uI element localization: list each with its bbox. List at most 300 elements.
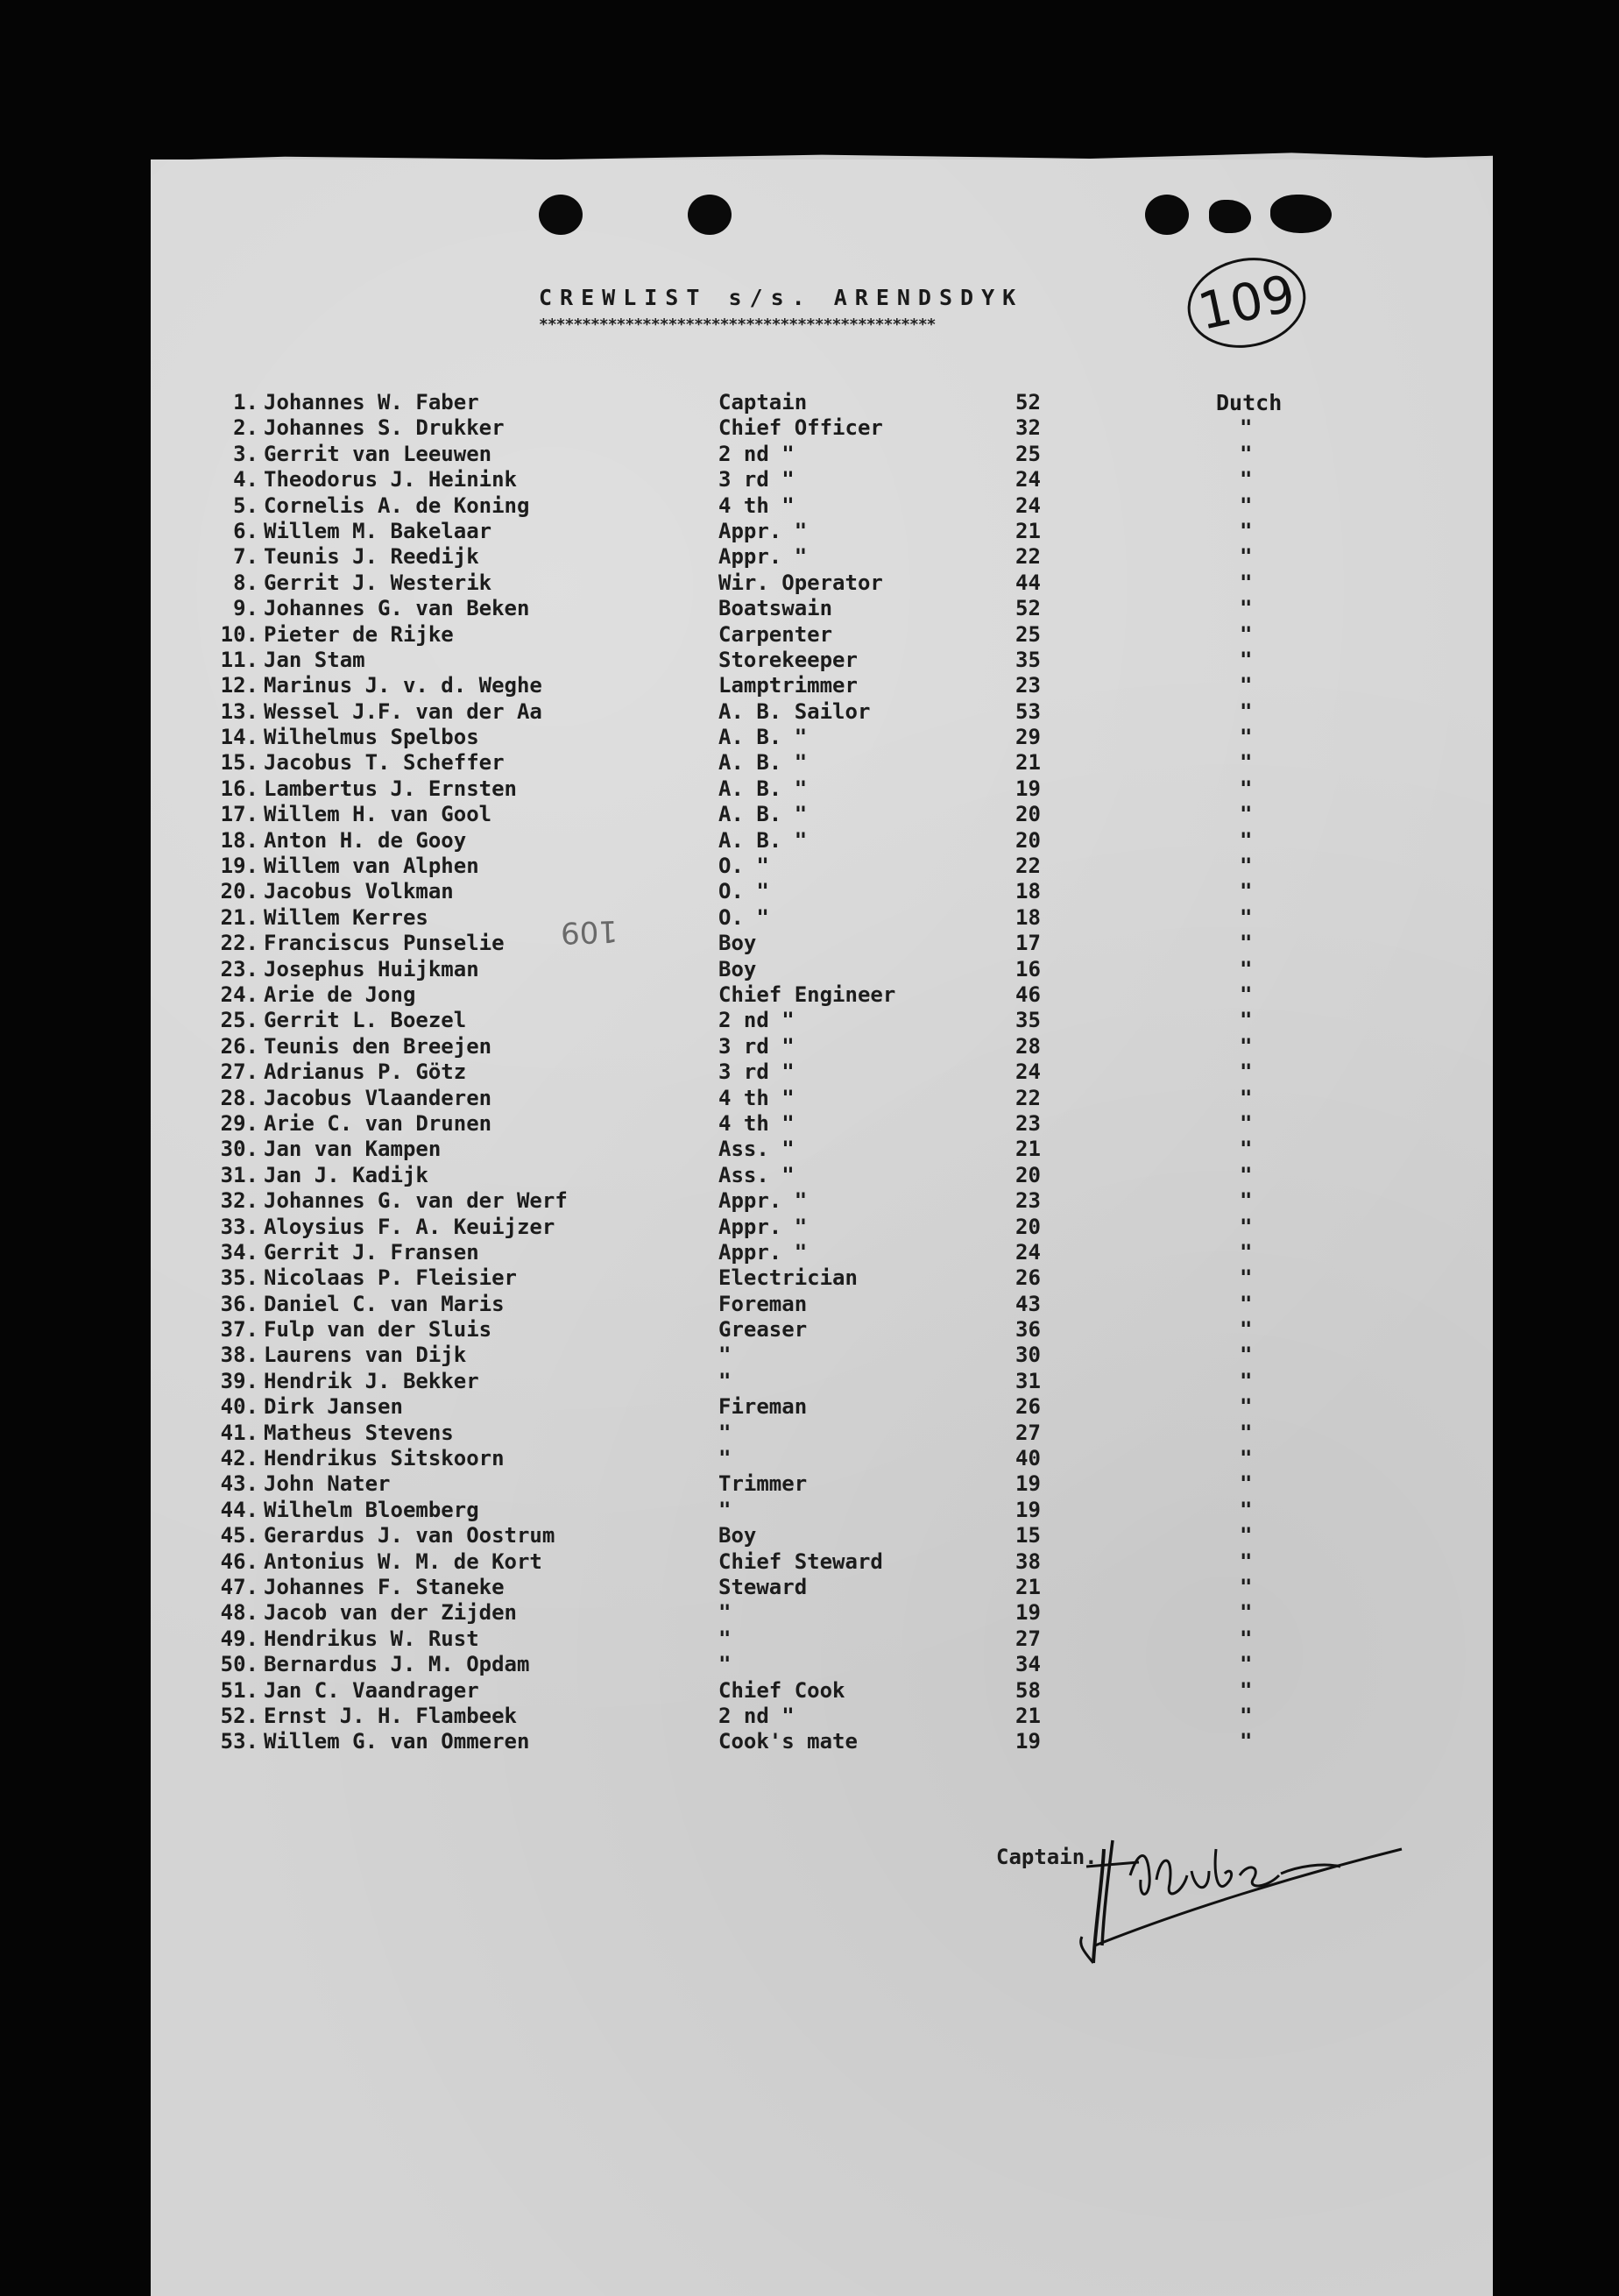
crew-row — [206, 1498, 1327, 1523]
crew-row — [206, 544, 1327, 570]
punch-hole — [688, 195, 732, 235]
crew-rank: Lamptrimmer — [718, 673, 858, 698]
crew-nationality: " — [1240, 1677, 1253, 1703]
crew-number: 33. — [220, 1214, 258, 1239]
crew-row — [206, 1678, 1327, 1704]
crew-age: 19 — [1015, 1729, 1041, 1754]
crew-rank: Electrician — [718, 1265, 858, 1291]
crew-row — [206, 1008, 1327, 1033]
crew-age: 38 — [1015, 1548, 1041, 1574]
crew-name: Jan J. Kadijk — [264, 1162, 428, 1187]
crew-age: 52 — [1015, 390, 1041, 415]
crew-number: 25. — [220, 1008, 258, 1033]
crew-age: 31 — [1015, 1368, 1041, 1393]
crew-name: Josephus Huijkman — [264, 956, 479, 981]
crew-nationality: " — [1240, 570, 1253, 595]
crew-age: 30 — [1015, 1343, 1041, 1368]
crew-rank: Trimmer — [718, 1471, 808, 1497]
crew-name: Nicolaas P. Fleisier — [264, 1265, 517, 1291]
crew-number: 10. — [220, 621, 258, 647]
crew-age: 18 — [1015, 904, 1041, 930]
crew-row — [206, 854, 1327, 879]
crew-nationality: " — [1240, 750, 1253, 776]
crew-number: 51. — [220, 1677, 258, 1703]
crew-rank: Boatswain — [718, 596, 833, 621]
crew-name: Lambertus J. Ernsten — [264, 776, 517, 801]
crew-name: Jan Stam — [264, 647, 365, 672]
crew-row — [206, 1421, 1327, 1446]
crew-rank: Steward — [718, 1574, 808, 1599]
crew-row — [206, 725, 1327, 750]
crew-age: 15 — [1015, 1523, 1041, 1548]
crew-rank: 2 nd " — [718, 1008, 795, 1033]
crew-rank: 2 nd " — [718, 441, 795, 466]
crew-name: Teunis J. Reedijk — [264, 544, 479, 570]
crew-nationality: " — [1240, 1574, 1253, 1599]
crew-nationality: " — [1240, 647, 1253, 672]
crew-name: Jacobus Volkman — [264, 879, 454, 904]
crew-age: 22 — [1015, 544, 1041, 570]
crew-nationality: " — [1240, 931, 1253, 956]
crew-age: 24 — [1015, 493, 1041, 518]
crew-nationality: " — [1240, 441, 1253, 466]
crew-nationality: " — [1240, 1420, 1253, 1445]
crew-row — [206, 519, 1327, 544]
crew-row — [206, 1111, 1327, 1137]
crew-nationality: " — [1240, 1110, 1253, 1136]
crew-rank: " — [718, 1497, 732, 1522]
crew-rank: Appr. " — [718, 1239, 808, 1265]
crew-rank: O. " — [718, 879, 769, 904]
crew-number: 26. — [220, 1033, 258, 1059]
crew-rank: Captain — [718, 390, 808, 415]
crew-row — [206, 1215, 1327, 1240]
crew-name: Johannes G. van der Werf — [264, 1188, 568, 1214]
crew-rank: Carpenter — [718, 621, 833, 647]
crew-number: 18. — [220, 827, 258, 853]
crew-nationality: " — [1240, 1368, 1253, 1393]
crew-number: 53. — [220, 1729, 258, 1754]
crew-rank: A. B. " — [718, 750, 808, 776]
crew-age: 24 — [1015, 1239, 1041, 1265]
crew-age: 26 — [1015, 1265, 1041, 1291]
crew-row — [206, 1343, 1327, 1368]
crew-name: Wessel J.F. van der Aa — [264, 698, 542, 724]
crew-nationality: " — [1240, 467, 1253, 493]
crew-nationality: " — [1240, 621, 1253, 647]
crew-nationality: " — [1240, 1446, 1253, 1471]
punch-hole — [1145, 195, 1189, 235]
crew-row — [206, 1549, 1327, 1575]
crew-list — [206, 390, 1327, 1755]
crew-number: 22. — [220, 931, 258, 956]
crew-row — [206, 1446, 1327, 1471]
crew-name: Arie de Jong — [264, 981, 416, 1007]
crew-name: Antonius W. M. de Kort — [264, 1548, 542, 1574]
crew-number: 29. — [220, 1110, 258, 1136]
crew-rank: Chief Steward — [718, 1548, 883, 1574]
crew-number: 28. — [220, 1085, 258, 1110]
crew-name: Laurens van Dijk — [264, 1343, 467, 1368]
crew-age: 21 — [1015, 750, 1041, 776]
crew-nationality: " — [1240, 879, 1253, 904]
crew-nationality: " — [1240, 544, 1253, 570]
crew-nationality: " — [1240, 1703, 1253, 1728]
crew-rank: A. B. " — [718, 725, 808, 750]
crew-number: 12. — [220, 673, 258, 698]
crew-nationality: " — [1240, 1239, 1253, 1265]
crew-age: 28 — [1015, 1033, 1041, 1059]
crew-rank: Chief Cook — [718, 1677, 845, 1703]
crew-age: 19 — [1015, 1471, 1041, 1497]
crew-name: Bernardus J. M. Opdam — [264, 1652, 530, 1677]
mirrored-page-number: 109 — [560, 912, 619, 951]
crew-nationality: " — [1240, 1652, 1253, 1677]
crew-number: 37. — [220, 1317, 258, 1343]
crew-number: 27. — [220, 1059, 258, 1085]
crew-row — [206, 1137, 1327, 1162]
crew-name: Dirk Jansen — [264, 1394, 403, 1420]
crew-age: 32 — [1015, 415, 1041, 441]
crew-rank: Appr. " — [718, 544, 808, 570]
captain-signature — [1078, 1814, 1410, 1989]
crew-name: Pieter de Rijke — [264, 621, 454, 647]
crew-age: 20 — [1015, 1214, 1041, 1239]
crew-nationality: " — [1240, 1497, 1253, 1522]
crew-name: John Nater — [264, 1471, 391, 1497]
crew-rank: " — [718, 1626, 732, 1651]
crew-rank: A. B. " — [718, 802, 808, 827]
crew-age: 22 — [1015, 1085, 1041, 1110]
crew-row — [206, 905, 1327, 931]
crew-row — [206, 776, 1327, 802]
crew-row — [206, 931, 1327, 956]
crew-rank: " — [718, 1368, 732, 1393]
crew-number: 19. — [220, 854, 258, 879]
crew-number: 4. — [233, 467, 258, 493]
crew-rank: Boy — [718, 956, 757, 981]
crew-nationality: " — [1240, 1059, 1253, 1085]
crew-age: 24 — [1015, 467, 1041, 493]
crew-nationality: " — [1240, 956, 1253, 981]
crew-nationality: " — [1240, 827, 1253, 853]
crew-age: 36 — [1015, 1317, 1041, 1343]
crew-row — [206, 415, 1327, 441]
crew-name: Daniel C. van Maris — [264, 1291, 505, 1316]
crew-row — [206, 1059, 1327, 1085]
crew-age: 40 — [1015, 1446, 1041, 1471]
crew-rank: Chief Officer — [718, 415, 883, 441]
crew-age: 29 — [1015, 725, 1041, 750]
crew-nationality: " — [1240, 1291, 1253, 1316]
crew-number: 31. — [220, 1162, 258, 1187]
crew-name: Theodorus J. Heinink — [264, 467, 517, 493]
crew-age: 34 — [1015, 1652, 1041, 1677]
crew-rank: A. B. Sailor — [718, 698, 871, 724]
crew-age: 21 — [1015, 518, 1041, 543]
crew-row — [206, 1600, 1327, 1626]
crew-name: Willem van Alphen — [264, 854, 479, 879]
crew-rank: Wir. Operator — [718, 570, 883, 595]
crew-nationality: " — [1240, 981, 1253, 1007]
nationality-header: Dutch — [1216, 390, 1283, 415]
crew-age: 35 — [1015, 1008, 1041, 1033]
crew-number: 38. — [220, 1343, 258, 1368]
crew-name: Jacobus T. Scheffer — [264, 750, 505, 776]
crew-nationality: " — [1240, 776, 1253, 801]
crew-age: 58 — [1015, 1677, 1041, 1703]
crew-row — [206, 750, 1327, 776]
crew-age: 18 — [1015, 879, 1041, 904]
crew-rank: Ass. " — [718, 1137, 795, 1162]
crew-name: Gerrit L. Boezel — [264, 1008, 467, 1033]
crew-row — [206, 1292, 1327, 1317]
crew-rank: " — [718, 1600, 732, 1626]
crew-name: Marinus J. v. d. Weghe — [264, 673, 542, 698]
crew-name: Gerrit J. Fransen — [264, 1239, 479, 1265]
crew-name: Jan C. Vaandrager — [264, 1677, 479, 1703]
crew-nationality: " — [1240, 1033, 1253, 1059]
crew-row — [206, 570, 1327, 596]
crew-name: Gerardus J. van Oostrum — [264, 1523, 555, 1548]
crew-number: 39. — [220, 1368, 258, 1393]
crew-nationality: " — [1240, 1162, 1253, 1187]
punch-hole — [1209, 200, 1251, 233]
crew-number: 8. — [233, 570, 258, 595]
crew-name: Hendrikus W. Rust — [264, 1626, 479, 1651]
crew-nationality: " — [1240, 802, 1253, 827]
crew-age: 22 — [1015, 854, 1041, 879]
title-underline: ********************************************** — [539, 315, 936, 334]
crew-rank: 4 th " — [718, 1110, 795, 1136]
crew-name: Jacobus Vlaanderen — [264, 1085, 492, 1110]
document-title: CREWLIST s/s. ARENDSDYK — [539, 285, 1024, 310]
crew-row — [206, 1086, 1327, 1111]
crew-name: Johannes G. van Beken — [264, 596, 530, 621]
crew-age: 21 — [1015, 1574, 1041, 1599]
crew-name: Hendrik J. Bekker — [264, 1368, 479, 1393]
punch-hole — [539, 195, 583, 235]
crew-name: Franciscus Punselie — [264, 931, 505, 956]
crew-name: Gerrit J. Westerik — [264, 570, 492, 595]
crew-age: 26 — [1015, 1394, 1041, 1420]
crew-name: Aloysius F. A. Keuijzer — [264, 1214, 555, 1239]
crew-nationality: " — [1240, 1600, 1253, 1626]
crew-number: 13. — [220, 698, 258, 724]
crew-name: Johannes S. Drukker — [264, 415, 505, 441]
crew-number: 23. — [220, 956, 258, 981]
crew-rank: 4 th " — [718, 493, 795, 518]
crew-number: 6. — [233, 518, 258, 543]
crew-nationality: " — [1240, 1265, 1253, 1291]
crew-name: Willem Kerres — [264, 904, 428, 930]
crew-nationality: " — [1240, 596, 1253, 621]
crew-age: 24 — [1015, 1059, 1041, 1085]
crew-age: 19 — [1015, 1497, 1041, 1522]
crew-name: Adrianus P. Götz — [264, 1059, 467, 1085]
crew-row — [206, 1523, 1327, 1548]
crew-rank: O. " — [718, 854, 769, 879]
crew-number: 21. — [220, 904, 258, 930]
crew-nationality: " — [1240, 1626, 1253, 1651]
crew-row — [206, 467, 1327, 493]
crew-rank: Appr. " — [718, 1214, 808, 1239]
crew-number: 5. — [233, 493, 258, 518]
crew-rank: A. B. " — [718, 776, 808, 801]
crew-number: 49. — [220, 1626, 258, 1651]
crew-name: Teunis den Breejen — [264, 1033, 492, 1059]
punch-hole — [1270, 195, 1332, 233]
crew-number: 43. — [220, 1471, 258, 1497]
crew-nationality: " — [1240, 1343, 1253, 1368]
crew-age: 20 — [1015, 1162, 1041, 1187]
crew-row — [206, 1471, 1327, 1497]
crew-number: 48. — [220, 1600, 258, 1626]
crew-row — [206, 1034, 1327, 1059]
crew-rank: " — [718, 1652, 732, 1677]
crew-number: 35. — [220, 1265, 258, 1291]
crew-number: 52. — [220, 1703, 258, 1728]
crew-name: Johannes F. Staneke — [264, 1574, 505, 1599]
crew-row — [206, 1240, 1327, 1265]
crew-rank: Appr. " — [718, 1188, 808, 1214]
crew-number: 50. — [220, 1652, 258, 1677]
crew-rank: O. " — [718, 904, 769, 930]
crew-name: Wilhelmus Spelbos — [264, 725, 479, 750]
crew-number: 36. — [220, 1291, 258, 1316]
crew-nationality: " — [1240, 1214, 1253, 1239]
crew-rank: 3 rd " — [718, 467, 795, 493]
crew-nationality: " — [1240, 1394, 1253, 1420]
crew-number: 1. — [233, 390, 258, 415]
crew-number: 11. — [220, 647, 258, 672]
crew-number: 15. — [220, 750, 258, 776]
crew-nationality: " — [1240, 698, 1253, 724]
crew-row — [206, 699, 1327, 725]
crew-name: Matheus Stevens — [264, 1420, 454, 1445]
crew-nationality: " — [1240, 1548, 1253, 1574]
crew-number: 44. — [220, 1497, 258, 1522]
crew-number: 34. — [220, 1239, 258, 1265]
crew-row — [206, 828, 1327, 854]
crew-nationality: " — [1240, 1729, 1253, 1754]
crew-age: 16 — [1015, 956, 1041, 981]
captain-label: Captain. — [996, 1845, 1098, 1869]
crew-rank: Ass. " — [718, 1162, 795, 1187]
crew-row — [206, 622, 1327, 648]
crew-number: 7. — [233, 544, 258, 570]
crew-rank: Cook's mate — [718, 1729, 858, 1754]
crew-age: 23 — [1015, 1110, 1041, 1136]
crew-row — [206, 1652, 1327, 1677]
crew-age: 17 — [1015, 931, 1041, 956]
crew-rank: Boy — [718, 1523, 757, 1548]
crew-age: 21 — [1015, 1703, 1041, 1728]
crew-age: 25 — [1015, 621, 1041, 647]
crew-row — [206, 879, 1327, 904]
crew-number: 17. — [220, 802, 258, 827]
crew-age: 53 — [1015, 698, 1041, 724]
crew-age: 44 — [1015, 570, 1041, 595]
crew-age: 20 — [1015, 827, 1041, 853]
crew-name: Willem M. Bakelaar — [264, 518, 492, 543]
crew-row — [206, 1163, 1327, 1188]
crew-rank: Boy — [718, 931, 757, 956]
crew-name: Jacob van der Zijden — [264, 1600, 517, 1626]
crew-nationality: " — [1240, 1523, 1253, 1548]
crew-row — [206, 1394, 1327, 1420]
crew-number: 2. — [233, 415, 258, 441]
crew-row — [206, 1729, 1327, 1754]
crew-rank: Greaser — [718, 1317, 808, 1343]
crew-nationality: " — [1240, 415, 1253, 441]
crew-name: Ernst J. H. Flambeek — [264, 1703, 517, 1728]
crew-age: 20 — [1015, 802, 1041, 827]
crew-row — [206, 802, 1327, 827]
crew-nationality: " — [1240, 1471, 1253, 1497]
crew-number: 45. — [220, 1523, 258, 1548]
crew-age: 23 — [1015, 1188, 1041, 1214]
crew-age: 27 — [1015, 1420, 1041, 1445]
crew-rank: " — [718, 1343, 732, 1368]
crew-nationality: " — [1240, 1085, 1253, 1110]
crew-row — [206, 957, 1327, 982]
crew-name: Anton H. de Gooy — [264, 827, 467, 853]
crew-row — [206, 982, 1327, 1008]
crew-rank: Storekeeper — [718, 647, 858, 672]
crew-rank: A. B. " — [718, 827, 808, 853]
crew-name: Willem H. van Gool — [264, 802, 492, 827]
crew-row — [206, 493, 1327, 519]
crew-row — [206, 1626, 1327, 1652]
crew-number: 16. — [220, 776, 258, 801]
crew-row — [206, 1369, 1327, 1394]
crew-nationality: " — [1240, 1008, 1253, 1033]
crew-rank: Appr. " — [718, 518, 808, 543]
crew-rank: 3 rd " — [718, 1059, 795, 1085]
page-number-stamp: 109 — [1179, 247, 1314, 358]
crew-number: 41. — [220, 1420, 258, 1445]
crew-number: 9. — [233, 596, 258, 621]
crew-number: 47. — [220, 1574, 258, 1599]
crew-name: Jan van Kampen — [264, 1137, 442, 1162]
crew-row — [206, 1265, 1327, 1291]
crew-row — [206, 648, 1327, 673]
crew-age: 35 — [1015, 647, 1041, 672]
crew-row — [206, 442, 1327, 467]
crew-rank: " — [718, 1446, 732, 1471]
crew-age: 25 — [1015, 441, 1041, 466]
crew-age: 46 — [1015, 981, 1041, 1007]
crew-rank: " — [718, 1420, 732, 1445]
crew-rank: 2 nd " — [718, 1703, 795, 1728]
crew-number: 32. — [220, 1188, 258, 1214]
crew-age: 19 — [1015, 776, 1041, 801]
crew-name: Fulp van der Sluis — [264, 1317, 492, 1343]
crew-rank: 4 th " — [718, 1085, 795, 1110]
crew-row — [206, 673, 1327, 698]
crew-age: 23 — [1015, 673, 1041, 698]
crew-age: 19 — [1015, 1600, 1041, 1626]
crew-name: Johannes W. Faber — [264, 390, 479, 415]
crew-row — [206, 390, 1327, 415]
crew-nationality: " — [1240, 725, 1253, 750]
crew-rank: 3 rd " — [718, 1033, 795, 1059]
crew-row — [206, 1575, 1327, 1600]
crew-name: Arie C. van Drunen — [264, 1110, 492, 1136]
crew-row — [206, 1317, 1327, 1343]
crew-nationality: " — [1240, 1188, 1253, 1214]
